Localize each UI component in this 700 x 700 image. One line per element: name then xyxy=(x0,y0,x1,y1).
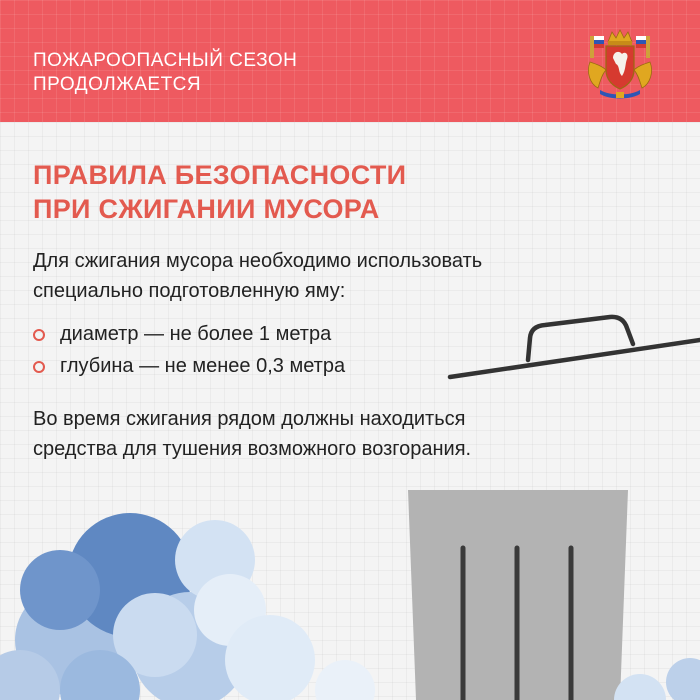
trash-bin-icon xyxy=(408,490,628,700)
list-item xyxy=(33,323,331,346)
header-title-line1: ПОЖАРООПАСНЫЙ СЕЗОН xyxy=(33,50,298,71)
pit-lid-icon xyxy=(450,317,700,377)
section-title-line2: ПРИ СЖИГАНИИ МУСОРА xyxy=(33,194,380,224)
list-item-text: глубина — не менее 0,3 метра xyxy=(60,355,346,377)
intro-text-line2: специально подготовленную яму: xyxy=(33,280,346,302)
bullet-circle-icon xyxy=(33,361,45,373)
header-title-line2: ПРОДОЛЖАЕТСЯ xyxy=(33,74,202,95)
note-text-line1: Во время сжигания рядом должны находиться xyxy=(33,408,466,430)
list-item-text: диаметр — не более 1 метра xyxy=(60,323,332,345)
section-title-line1: ПРАВИЛА БЕЗОПАСНОСТИ xyxy=(33,160,407,190)
note-text-line2: средства для тушения возможного возгорания. xyxy=(33,438,472,460)
bullet-circle-icon xyxy=(33,329,45,341)
list-item xyxy=(33,355,345,378)
intro-text-line1: Для сжигания мусора необходимо использовать xyxy=(33,250,483,272)
